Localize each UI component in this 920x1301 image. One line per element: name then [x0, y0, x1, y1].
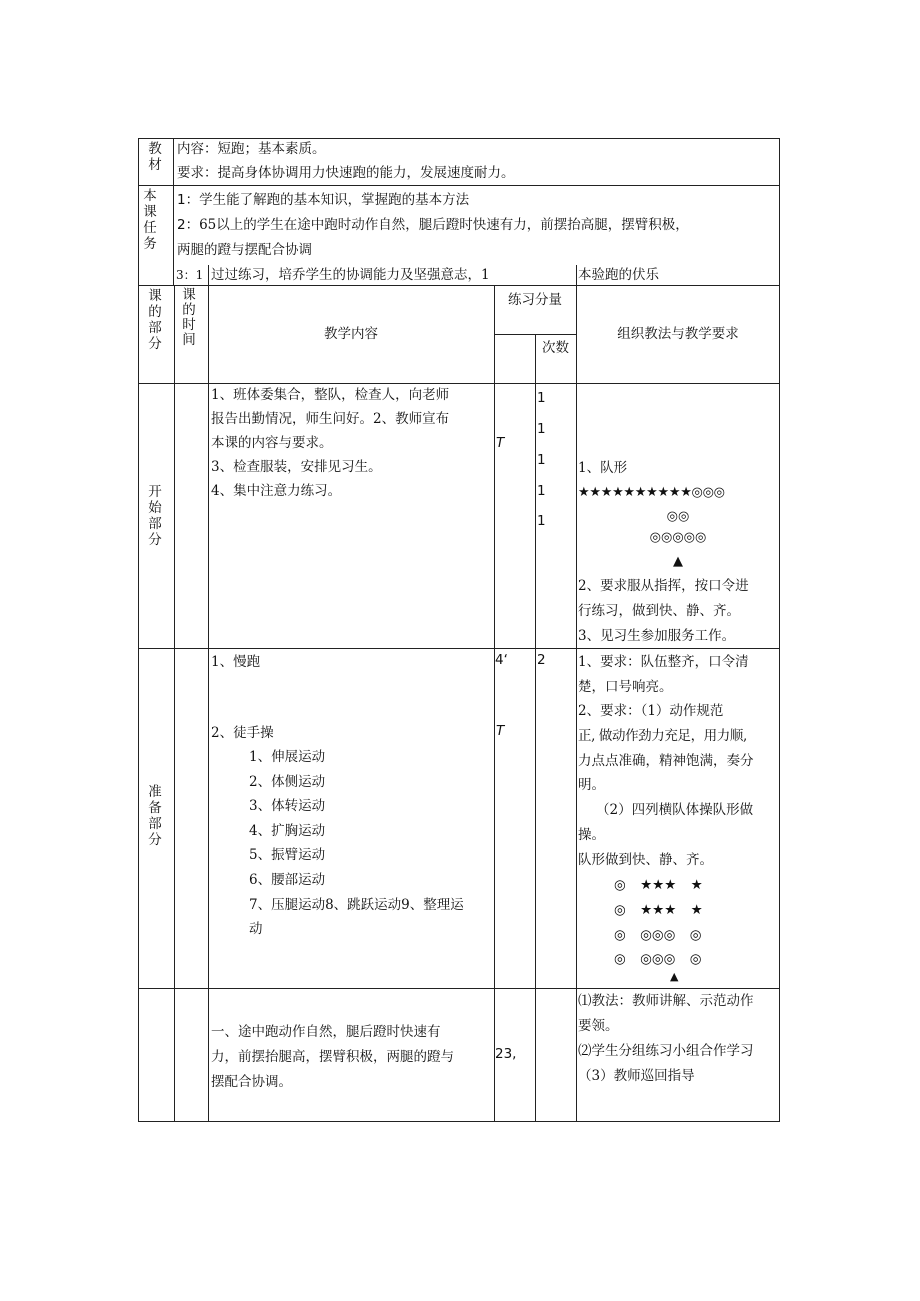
renwu-item1-num: 1： [177, 192, 200, 208]
exercise-item: 2、体侧运动 [249, 774, 326, 790]
exercise-item: 1、伸展运动 [249, 749, 326, 765]
kaishi-formation-row: ◎◎◎◎◎ [649, 530, 707, 545]
exercise-item: 4、扩胸运动 [249, 823, 326, 839]
exercise-item: 动 [249, 921, 263, 937]
jiaocai-content: 内容：短跑；基本素质。 [177, 141, 326, 157]
header-time: 课的时间 [182, 287, 196, 348]
jiaocai-label: 教材 [148, 141, 162, 173]
jiben-method-line: 要领。 [578, 1018, 619, 1034]
zhunbei-method-line: 楚，口号响亮。 [578, 679, 673, 695]
kaishi-content-line: 1、班体委集合，整队，检查人，向老师 [211, 387, 450, 403]
rule-after-kaishi [138, 648, 780, 649]
renwu-item2-text: 65以上的学生在途中跑时动作自然，腿后蹬时快速有力，前摆抬高腿，摆臂积极， [199, 217, 689, 233]
kaishi-content-line: 报告出勤情况，师生问好。2、教师宣布 [211, 411, 450, 427]
renwu-item2-num: 2： [177, 217, 200, 233]
zhunbei-count: 2 [537, 652, 546, 668]
kaishi-label: 开始部分 [148, 484, 162, 548]
renwu-item2 [177, 213, 689, 237]
zhunbei-method-line: 队形做到快、静、齐。 [578, 852, 713, 868]
kaishi-method-title: 1、队形 [578, 460, 628, 476]
renwu-item1 [177, 188, 469, 212]
kaishi-load: T [496, 435, 505, 451]
rule-col1 [173, 138, 174, 285]
lesson-plan-table [138, 138, 780, 1122]
exercise-item: 5、振臂运动 [249, 847, 326, 863]
rule-col1b [174, 285, 175, 1122]
kaishi-count: 1 [537, 513, 546, 529]
zhunbei-method-line: 力点点准确，精神饱满，奏分 [578, 753, 754, 769]
rule-col4 [535, 334, 536, 1122]
rule-bottom [138, 1121, 780, 1122]
rule-left [138, 138, 139, 1122]
zhunbei-load1: 4‘ [495, 652, 508, 668]
kaishi-content-line: 3、检查服装，安排见习生。 [211, 459, 382, 475]
zhunbei-formation-row: ◎ ◎◎◎ ◎ [614, 951, 702, 967]
zhunbei-formation-teacher: ▲ [670, 970, 679, 983]
renwu-item3-tail: 本验跑的伏乐 [578, 267, 659, 283]
jiben-method-line: ⑴教法：教师讲解、示范动作 [578, 993, 754, 1009]
kaishi-formation-row: ◎◎ [666, 509, 690, 524]
kaishi-method-req: 2、要求服从指挥，按口令进 [578, 578, 749, 594]
kaishi-content-line: 本课的内容与要求。 [211, 435, 333, 451]
zhunbei-item2: 2、徒手操 [211, 725, 274, 741]
kaishi-count: 1 [537, 421, 546, 437]
kaishi-content-line: 4、集中注意力练习。 [211, 483, 342, 499]
kaishi-count: 1 [537, 390, 546, 406]
zhunbei-method-line: 2、要求：（1）动作规范 [578, 703, 724, 719]
header-part: 课的部分 [148, 288, 162, 352]
rule-col5 [576, 265, 577, 1122]
renwu-label: 本课任务 [143, 188, 157, 252]
renwu-item3-num: 3：1 [176, 268, 204, 282]
exercise-item: 6、腰部运动 [249, 872, 326, 888]
kaishi-formation-teacher: ▲ [673, 554, 683, 569]
header-count: 次数 [542, 340, 569, 356]
zhunbei-label: 准备部分 [148, 784, 162, 848]
jiben-content-line: 力，前摆抬腿高，摆臂积极，两腿的蹬与 [211, 1049, 454, 1065]
rule-col2 [208, 265, 209, 1122]
renwu-item3: 过过练习，培乔学生的协调能力及坚强意志，1 [211, 267, 490, 283]
rule-right [779, 138, 780, 1122]
zhunbei-formation-row: ◎ ★★★ ★ [614, 902, 703, 918]
rule-after-jiaocai [138, 185, 780, 186]
header-content: 教学内容 [324, 326, 378, 342]
zhunbei-method-line: 明。 [578, 777, 605, 793]
kaishi-count: 1 [537, 483, 546, 499]
zhunbei-formation-row: ◎ ★★★ ★ [614, 877, 703, 893]
jiben-content-line: 摆配合协调。 [211, 1074, 292, 1090]
renwu-item2-tail: 两腿的蹬与摆配合协调 [177, 242, 312, 258]
kaishi-method-req: 行练习，做到快、静、齐。 [578, 603, 740, 619]
jiben-content-line: 一、途中跑动作自然，腿后蹬时快速有 [211, 1024, 441, 1040]
zhunbei-method-line: 1、要求：队伍整齐，口令清 [578, 654, 749, 670]
jiben-method-line: （3）教师巡回指导 [578, 1068, 695, 1084]
zhunbei-method-line: 正, 做动作劲力充足，用力顺, [578, 728, 747, 744]
kaishi-formation-row: ★★★★★★★★★★◎◎◎ [578, 485, 725, 500]
jiaocai-requirement: 要求：提高身体协调用力快速跑的能力，发展速度耐力。 [177, 165, 515, 181]
kaishi-count: 1 [537, 452, 546, 468]
zhunbei-formation-row: ◎ ◎◎◎ ◎ [614, 927, 702, 943]
exercise-item: 3、体转运动 [249, 798, 326, 814]
exercise-item: 7、压腿运动8、跳跃运动9、整理运 [249, 897, 464, 913]
jiben-load: 23, [495, 1046, 517, 1062]
rule-col3 [494, 285, 495, 1122]
jiben-method-line: ⑵学生分组练习小组合作学习 [578, 1043, 754, 1059]
zhunbei-method-line: 操。 [578, 827, 605, 843]
zhunbei-load2: T [496, 723, 505, 739]
zhunbei-method-line: （2）四列横队体操队形做 [596, 802, 754, 818]
header-method: 组织教法与教学要求 [617, 326, 739, 342]
zhunbei-item1: 1、慢跑 [211, 654, 261, 670]
renwu-item1-text: 学生能了解跑的基本知识，掌握跑的基本方法 [199, 192, 470, 208]
header-load: 练习分量 [508, 292, 562, 308]
kaishi-method-req: 3、见习生参加服务工作。 [578, 628, 736, 644]
